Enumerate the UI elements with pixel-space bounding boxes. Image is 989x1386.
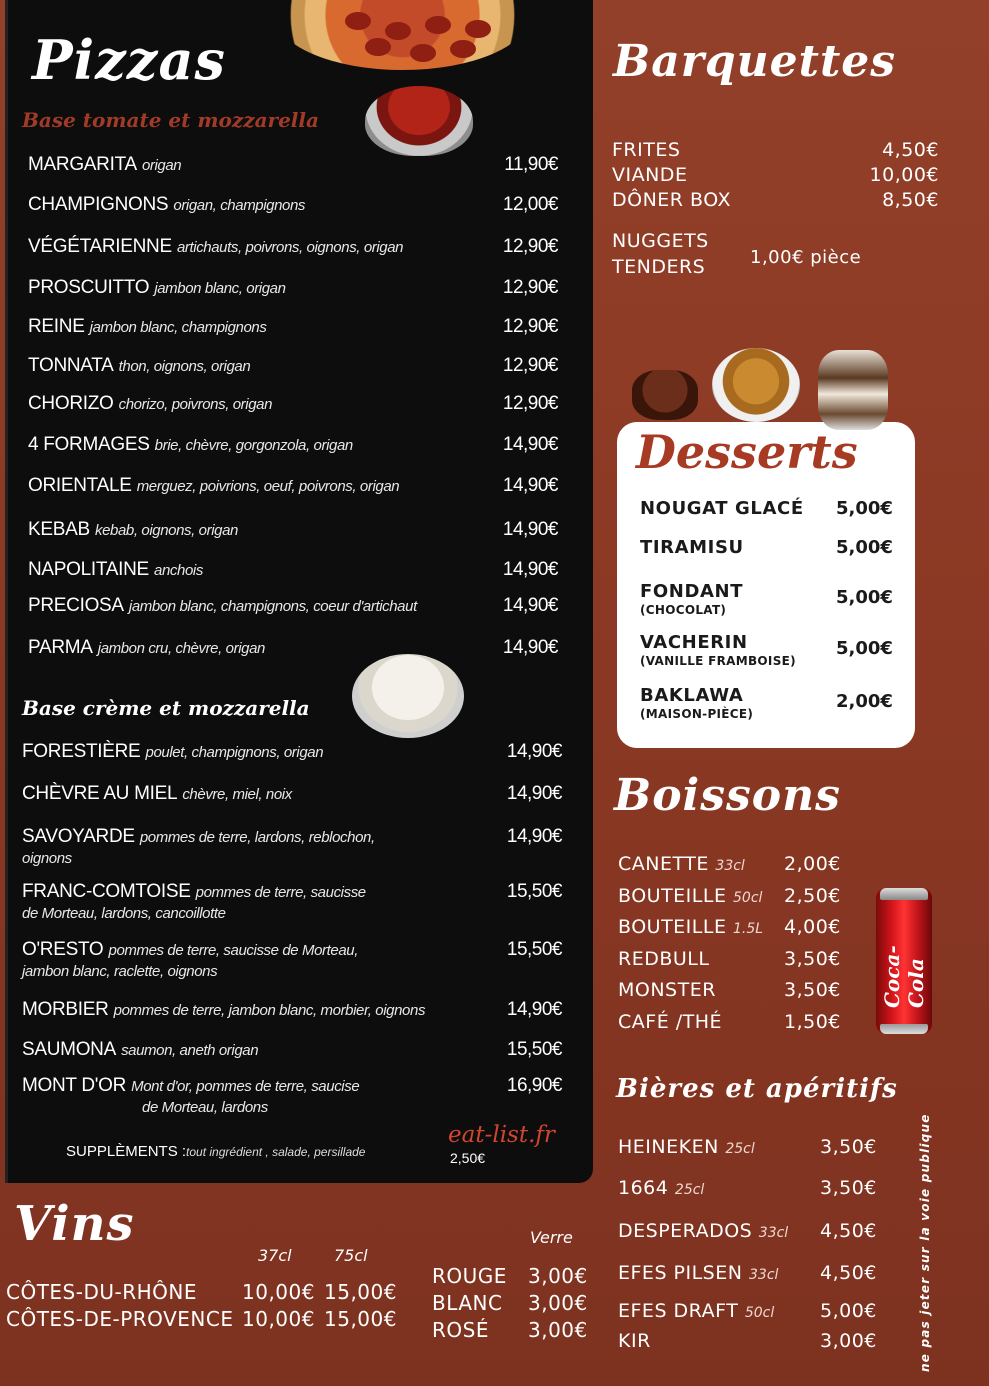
pizza-price: 14,90€: [502, 595, 558, 616]
pizza-desc: anchois: [154, 562, 203, 579]
biere-price: 5,00€: [820, 1300, 877, 1322]
pizza-desc: origan: [141, 157, 182, 174]
tomato-sauce-photo: [365, 86, 473, 156]
pizza-price: 14,90€: [502, 434, 558, 455]
pizza-row: [28, 434, 558, 456]
pizza-row: [28, 194, 558, 216]
pizza-price: 12,90€: [502, 355, 558, 376]
vins-title: Vins: [14, 1196, 135, 1252]
boisson-unit: 1.5L: [733, 921, 764, 937]
boisson-name: [618, 979, 716, 1001]
piece-price: 1,00€ pièce: [750, 247, 862, 268]
pizza-desc: jambon blanc, champignons, coeur d'artichaut: [128, 598, 417, 615]
boisson-label: BOUTEILLE: [618, 916, 727, 938]
dessert-price: 5,00€: [836, 498, 893, 519]
dessert-sub: (MAISON-PIÈCE): [640, 707, 754, 721]
biere-price: 3,00€: [820, 1330, 877, 1352]
vins-col-37cl: 37cl: [258, 1246, 292, 1265]
pizza-name: PROSCUITTO: [28, 277, 150, 298]
pizza-price: 15,50€: [506, 939, 562, 960]
boisson-name: [618, 948, 709, 970]
coca-cola-logo: Coca-Cola: [880, 945, 928, 1008]
cream-bowl-photo: [352, 654, 464, 738]
pizza-name: SAUMONA: [22, 1039, 116, 1060]
biere-name: [618, 1300, 774, 1322]
barquettes-title: Barquettes: [613, 36, 897, 87]
biere-unit: 50cl: [744, 1305, 775, 1321]
tenders-label: TENDERS: [612, 256, 706, 278]
verre-name: ROUGE: [432, 1264, 507, 1288]
pizza-name: VÉGÉTARIENNE: [28, 236, 172, 257]
pizza-price: 12,90€: [502, 316, 558, 337]
pizza-desc: jambon blanc, origan: [154, 280, 286, 297]
boisson-price: 1,50€: [784, 1010, 841, 1033]
pizza-desc: Mont d'or, pommes de terre, saucise: [131, 1078, 360, 1095]
pizza-row: [22, 882, 562, 924]
boisson-price: 3,50€: [784, 979, 841, 1001]
supplements-label: SUPPLÈMENTS :: [66, 1143, 187, 1160]
dessert-price: 5,00€: [836, 537, 893, 558]
pizza-price: 14,90€: [506, 783, 562, 804]
pizza-row: [28, 475, 558, 497]
verre-name: ROSÉ: [432, 1318, 489, 1342]
pizza-desc: saumon, aneth origan: [121, 1042, 259, 1059]
dessert-price: 5,00€: [836, 587, 893, 608]
pizza-name: CHÈVRE AU MIEL: [22, 783, 178, 804]
pizza-row: [28, 393, 558, 415]
boisson-label: MONSTER: [618, 979, 716, 1001]
vin-name: CÔTES-DE-PROVENCE: [6, 1307, 234, 1331]
barquette-name: VIANDE: [612, 164, 688, 186]
pizza-name: MORBIER: [22, 999, 109, 1020]
pizza-name: CHAMPIGNONS: [28, 194, 169, 215]
boisson-price: 4,00€: [784, 916, 841, 938]
biere-label: 1664: [618, 1177, 669, 1199]
pizza-name: SAVOYARDE: [22, 826, 135, 847]
boisson-name: [618, 853, 745, 875]
vin-name: CÔTES-DU-RHÔNE: [6, 1280, 198, 1304]
pizza-row: [22, 1000, 562, 1021]
vin-price-75cl: 15,00€: [324, 1280, 397, 1304]
pizza-desc: jambon blanc, champignons: [89, 319, 267, 336]
pizza-price: 12,00€: [502, 194, 558, 215]
pizza-row: [28, 236, 558, 258]
pizza-row: [22, 1040, 562, 1061]
boisson-unit: 50cl: [733, 889, 763, 906]
pizza-desc: brie, chèvre, gorgonzola, origan: [154, 437, 353, 454]
supplements-price: 2,50€: [450, 1150, 486, 1166]
pizza-name: MARGARITA: [28, 154, 137, 175]
pizza-price: 15,50€: [506, 1039, 562, 1060]
boisson-name: [618, 885, 762, 907]
boisson-label: CANETTE: [618, 853, 709, 875]
biere-price: 4,50€: [820, 1220, 877, 1242]
boisson-price: 2,00€: [784, 853, 841, 875]
biere-label: KIR: [618, 1330, 651, 1352]
dessert-price: 5,00€: [836, 638, 893, 659]
pizza-name: FRANC-COMTOISE: [22, 881, 191, 902]
pizza-row: [28, 637, 558, 659]
dessert-sub: (CHOCOLAT): [640, 603, 727, 617]
pizza-price: 14,90€: [502, 637, 558, 658]
pizza-row: [28, 316, 558, 338]
pizza-name: O'RESTO: [22, 939, 104, 960]
verre-name: BLANC: [432, 1291, 503, 1315]
pizza-name: 4 FORMAGES: [28, 434, 150, 455]
pizza-desc: pommes de terre, saucisse: [195, 884, 366, 901]
boisson-name: [618, 1011, 722, 1033]
verre-price: 3,00€: [528, 1291, 588, 1315]
biere-label: HEINEKEN: [618, 1136, 719, 1158]
pizza-price: 11,90€: [504, 154, 558, 175]
biere-name: [618, 1136, 755, 1158]
pizza-price: 14,90€: [502, 519, 558, 540]
biere-name: [618, 1177, 704, 1199]
pizza-price: 14,90€: [502, 475, 558, 496]
vin-price-37cl: 10,00€: [242, 1307, 315, 1331]
pizza-row: [22, 940, 562, 982]
barquette-name: FRITES: [612, 139, 681, 161]
pizza-price: 14,90€: [506, 741, 562, 762]
verre-price: 3,00€: [528, 1264, 588, 1288]
vin-price-75cl: 15,00€: [324, 1307, 397, 1331]
watermark: eat-list.fr: [448, 1122, 555, 1148]
pizza-row: [28, 277, 558, 299]
litter-note: ne pas jeter sur la voie publique: [918, 1113, 932, 1372]
pizza-desc: kebab, oignons, origan: [94, 522, 238, 539]
desserts-title: Desserts: [636, 425, 858, 479]
biere-name: [618, 1262, 778, 1284]
pizza-desc: pommes de terre, lardons, reblochon,: [139, 829, 375, 846]
nuggets-label: NUGGETS: [612, 230, 709, 252]
boisson-unit: 33cl: [715, 858, 745, 874]
pizza-desc-line2: jambon blanc, raclette, oignons: [22, 963, 218, 980]
pizza-desc-line2: de Morteau, lardons: [142, 1099, 268, 1116]
supplements: [66, 1143, 365, 1160]
barquette-price: 8,50€: [882, 189, 939, 211]
pizzas-title: Pizzas: [32, 28, 226, 92]
biere-label: EFES PILSEN: [618, 1262, 743, 1284]
pizza-name: FORESTIÈRE: [22, 741, 141, 762]
pizza-price: 12,90€: [502, 277, 558, 298]
pizza-desc: jambon cru, chèvre, origan: [97, 640, 265, 657]
biere-price: 3,50€: [820, 1136, 877, 1158]
pizza-price: 14,90€: [506, 826, 562, 847]
biere-price: 3,50€: [820, 1177, 877, 1199]
dessert-name: TIRAMISU: [640, 537, 744, 558]
pizza-price: 12,90€: [502, 236, 558, 257]
pizza-price: 14,90€: [506, 999, 562, 1020]
boisson-label: REDBULL: [618, 947, 710, 970]
biere-name: [618, 1330, 651, 1352]
vin-price-37cl: 10,00€: [242, 1280, 315, 1304]
pizza-desc: chèvre, miel, noix: [182, 786, 292, 803]
biere-unit: 33cl: [749, 1267, 779, 1283]
pizza-desc: pommes de terre, jambon blanc, morbier, oignons: [113, 1002, 426, 1019]
pizza-row: [28, 355, 558, 377]
creme-brulee-photo: [712, 348, 800, 422]
boissons-title: Boissons: [614, 770, 841, 821]
pizza-desc: pommes de terre, saucisse de Morteau,: [108, 942, 359, 959]
pizza-name: MONT D'OR: [22, 1075, 127, 1096]
pizza-name: ORIENTALE: [28, 475, 132, 496]
pizza-row: [28, 559, 558, 581]
boisson-name: [618, 916, 763, 938]
biere-name: [618, 1220, 788, 1242]
pizza-name: CHORIZO: [28, 393, 114, 414]
biere-unit: 25cl: [725, 1141, 755, 1157]
coca-cola-can-photo: [876, 888, 932, 1034]
pizza-row: [28, 154, 558, 176]
pizza-name: NAPOLITAINE: [28, 559, 149, 580]
supplements-desc: tout ingrédient , salade, persillade: [186, 1145, 366, 1159]
biere-unit: 25cl: [674, 1182, 705, 1198]
vins-col-verre: Verre: [530, 1228, 573, 1247]
pizza-desc: artichauts, poivrons, oignons, origan: [176, 239, 404, 256]
biere-label: DESPERADOS: [618, 1220, 753, 1242]
pizza-desc: thon, oignons, origan: [118, 358, 251, 375]
dessert-price: 2,00€: [836, 691, 893, 712]
boisson-price: 3,50€: [784, 947, 841, 970]
barquette-price: 4,50€: [882, 139, 939, 161]
pizza-desc-line2: de Morteau, lardons, cancoillotte: [22, 905, 226, 922]
pizza-name: TONNATA: [28, 355, 114, 376]
pizza-row: [22, 742, 562, 763]
pizza-row: [28, 519, 558, 541]
dessert-name: VACHERIN: [640, 632, 748, 653]
pizza-name: PRECIOSA: [28, 595, 124, 616]
dessert-name: FONDANT: [640, 581, 744, 602]
boisson-price: 2,50€: [784, 884, 841, 907]
pizza-price: 15,50€: [506, 881, 562, 902]
pizza-desc: origan, champignons: [173, 197, 306, 214]
bieres-title: Bières et apéritifs: [616, 1074, 898, 1104]
pizza-name: KEBAB: [28, 519, 90, 540]
boisson-label: BOUTEILLE: [618, 884, 727, 907]
base-creme-heading: Base crème et mozzarella: [22, 696, 310, 720]
fondant-photo: [632, 370, 698, 420]
barquette-name: DÔNER BOX: [612, 189, 732, 211]
verre-price: 3,00€: [528, 1318, 588, 1342]
pizza-row: [22, 1076, 562, 1118]
pizza-name: REINE: [28, 316, 85, 337]
biere-unit: 33cl: [758, 1225, 789, 1241]
pizza-price: 12,90€: [502, 393, 558, 414]
biere-label: EFES DRAFT: [618, 1300, 739, 1322]
vins-col-75cl: 75cl: [334, 1246, 368, 1265]
pizza-desc: chorizo, poivrons, origan: [118, 396, 273, 413]
dessert-name: BAKLAWA: [640, 685, 744, 706]
pizza-desc-line2: oignons: [22, 850, 72, 867]
tiramisu-photo: [818, 350, 888, 430]
biere-price: 4,50€: [820, 1262, 877, 1284]
boisson-label: CAFÉ /THÉ: [618, 1010, 723, 1033]
pizza-price: 14,90€: [502, 559, 558, 580]
pizza-row: [22, 827, 562, 869]
dessert-sub: (VANILLE FRAMBOISE): [640, 654, 796, 668]
dessert-name: NOUGAT GLACÉ: [640, 498, 804, 519]
pizza-row: [28, 595, 558, 617]
pizza-row: [22, 784, 562, 805]
barquette-price: 10,00€: [869, 164, 939, 186]
base-tomate-heading: Base tomate et mozzarella: [22, 108, 319, 132]
pizza-price: 16,90€: [506, 1075, 562, 1096]
pizza-desc: poulet, champignons, origan: [145, 744, 324, 761]
pizza-name: PARMA: [28, 637, 93, 658]
pizza-desc: merguez, poivrions, oeuf, poivrons, origan: [136, 478, 400, 495]
